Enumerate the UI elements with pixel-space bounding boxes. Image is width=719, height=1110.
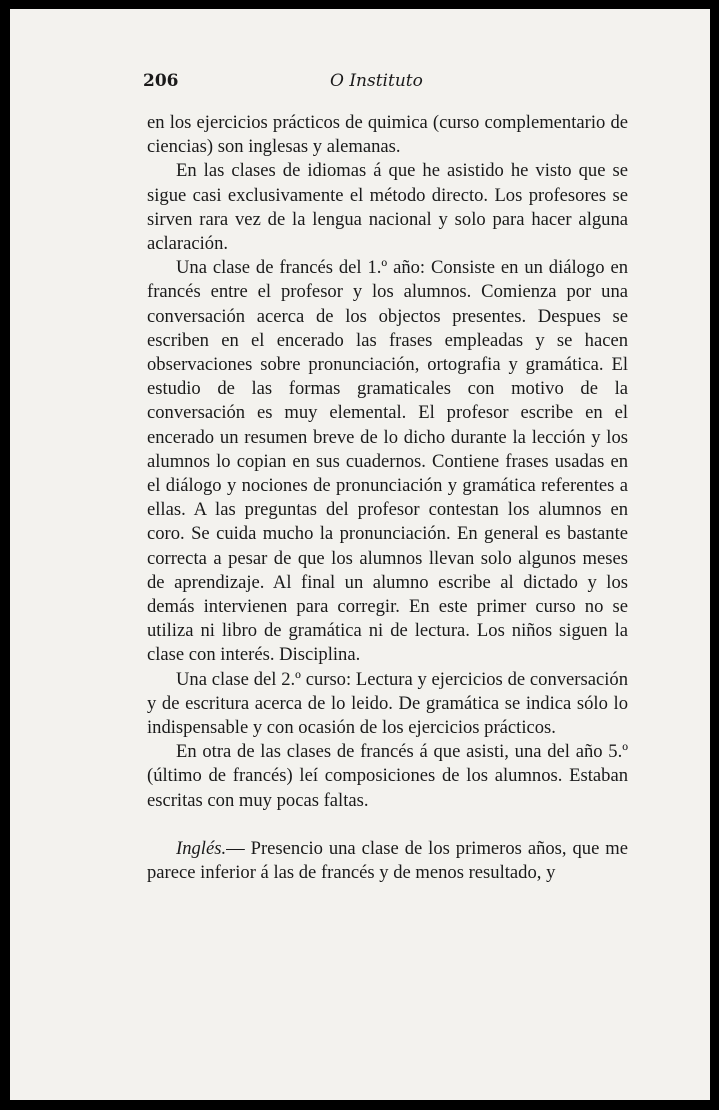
page-number: 206 bbox=[143, 71, 179, 91]
book-page bbox=[10, 9, 710, 1100]
page-header bbox=[143, 69, 626, 99]
paragraph: En las clases de idiomas á que he asistido he visto que se sigue casi exclusivamente el método directo. Los profesores se sirven rara vez de la lengua nacional y solo para hacer alguna aclaración. bbox=[147, 160, 628, 255]
section-text: — Presencio una clase de los primeros años, que me parece inferior á las de francés y de menos resultado, y bbox=[147, 837, 628, 884]
paragraph: en los ejercicios prácticos de quimica (curso complementario de ciencias) son inglesas y alemanas. bbox=[147, 112, 628, 158]
paragraph: Una clase del 2.º curso: Lectura y ejercicios de conversación y de escritura acerca de lo leido. De gramática se indica sólo lo indispensable y con ocasión de los ejercicios prácticos. bbox=[147, 668, 628, 739]
running-title: O Instituto bbox=[330, 71, 423, 91]
body-text bbox=[147, 111, 628, 885]
paragraph: En otra de las clases de francés á que asisti, una del año 5.º (último de francés) leí composiciones de los alumnos. Estaban escritas con muy pocas faltas. bbox=[147, 741, 628, 811]
section-paragraph bbox=[147, 837, 628, 885]
paragraph: Una clase de francés del 1.º año: Consiste en un diálogo en francés entre el profesor y los alumnos. Comienza por una conversación acerca de los objectos presentes. Despues se escriben en el encerado las frases empleadas y se hacen observaciones sobre pronunciación, ortografia y gramática. El estudio de las formas gramaticales con motivo de la conversación es muy elemental. El profesor escribe en el encerado un resumen breve de lo dicho durante la lección y los alumnos lo copian en sus cuadernos. Contiene frases usadas en el diálogo y nociones de pronunciación y gramática referentes a ellas. A las preguntas del profesor contestan los alumnos en coro. Se cuida mucho la pronunciación. En general es bastante correcta a pesar de que los alumnos llevan solo algunos meses de aprendizaje. Al final un alumno escribe al dictado y los demás intervienen para corregir. En este primer curso no se utiliza ni libro de gramática ni de lectura. Los niños siguen la clase con interés. Disciplina. bbox=[147, 257, 628, 666]
section-subject: Inglés. bbox=[176, 837, 227, 859]
